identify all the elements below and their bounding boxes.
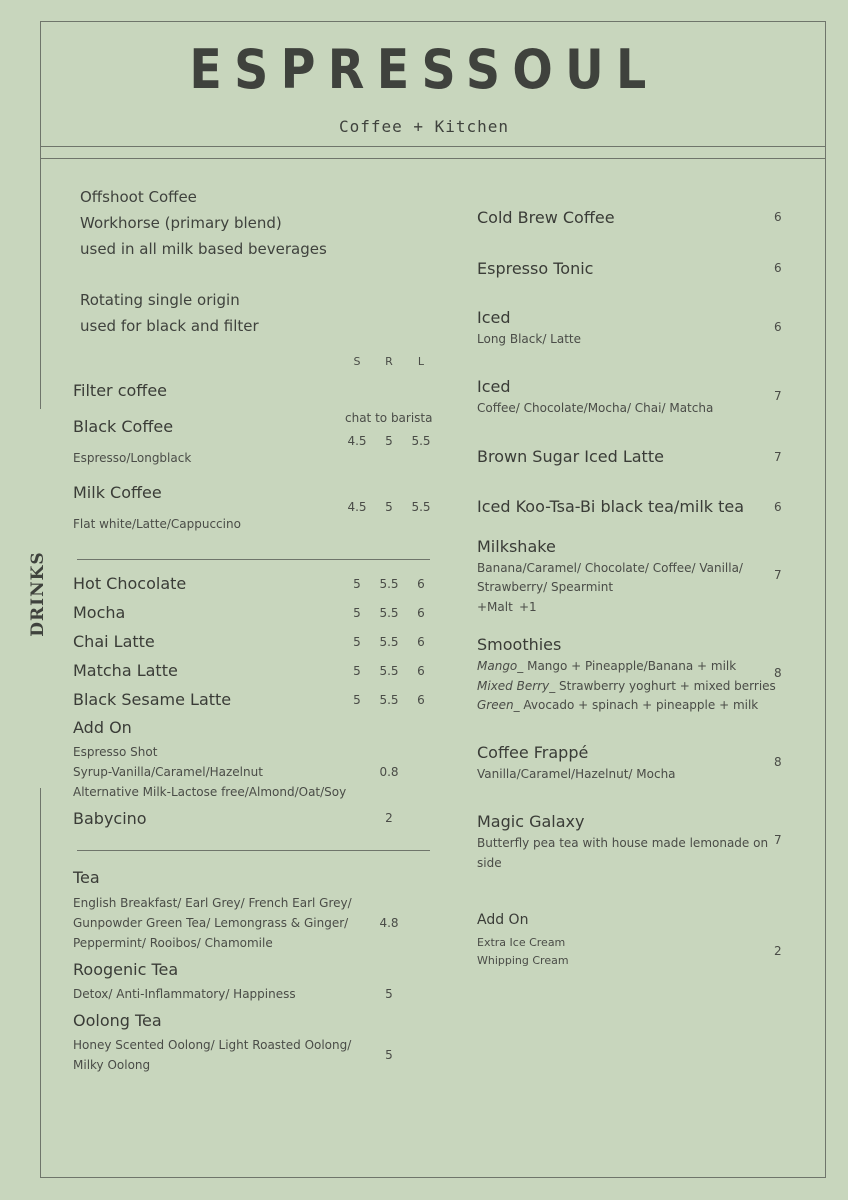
tea-description-line: Gunpowder Green Tea/ Lemongrass & Ginger/: [73, 916, 349, 930]
roogenic-tea-price: 5: [385, 987, 393, 1001]
iced-description: Long Black/ Latte: [477, 332, 582, 346]
add-on-heading: Add On: [73, 718, 132, 737]
right-add-on-line: Whipping Cream: [477, 954, 569, 967]
smoothie-option-mango: [477, 659, 736, 673]
price-regular: 5.5: [379, 693, 399, 707]
smoothie-option-mixed-berry: [477, 679, 776, 693]
menu-item-mocha: Mocha: [73, 603, 126, 622]
section-divider: [77, 559, 430, 560]
price-large: 6: [417, 693, 425, 707]
price-small: 4.5: [347, 434, 367, 448]
intro-line-1: Offshoot Coffee: [80, 188, 197, 206]
price-regular: 5: [385, 500, 393, 514]
intro-line-5: used for black and filter: [80, 317, 259, 335]
coffee-frappe-price: 8: [774, 755, 782, 769]
size-header-large: L: [417, 355, 425, 368]
menu-item-black-sesame-latte: Black Sesame Latte: [73, 690, 232, 709]
cold-brew-price: 6: [774, 210, 782, 224]
price-large: 5.5: [411, 500, 431, 514]
oolong-tea-price: 5: [385, 1048, 393, 1062]
frame-top-line: [40, 21, 826, 22]
smoothie-option-text: Strawberry yoghurt + mixed berries: [555, 679, 776, 693]
price-large: 6: [417, 606, 425, 620]
frame-left-line-top: [40, 21, 41, 409]
brown-sugar-iced-latte-price: 7: [774, 450, 782, 464]
magic-galaxy-description-line: Butterfly pea tea with house made lemonade on: [477, 836, 769, 850]
price-small: 5: [353, 606, 361, 620]
menu-item-iced: Iced: [477, 377, 511, 396]
smoothie-option-text: Avocado + spinach + pineapple + milk: [519, 698, 759, 712]
tea-price: 4.8: [379, 916, 399, 930]
price-regular: 5: [385, 434, 393, 448]
price-large: 5.5: [411, 434, 431, 448]
iced-koo-tsa-bi-price: 6: [774, 500, 782, 514]
brand-title: ESPRESSOUL: [189, 38, 659, 101]
add-on-line: Espresso Shot: [73, 745, 158, 759]
add-on-line: Alternative Milk-Lactose free/Almond/Oat/Soy: [73, 785, 347, 799]
menu-item-babycino: Babycino: [73, 809, 147, 828]
frame-left-line-bottom: [40, 788, 41, 1178]
babycino-price: 2: [385, 811, 393, 825]
price-large: 6: [417, 664, 425, 678]
menu-item-black-coffee: Black Coffee: [73, 417, 174, 436]
milkshake-description-line: Banana/Caramel/ Chocolate/ Coffee/ Vanilla/: [477, 561, 743, 575]
menu-item-filter-coffee: Filter coffee: [73, 381, 168, 400]
espresso-tonic-price: 6: [774, 261, 782, 275]
magic-galaxy-price: 7: [774, 833, 782, 847]
tea-description-line: Peppermint/ Rooibos/ Chamomile: [73, 936, 273, 950]
header-divider-2: [40, 158, 826, 159]
frame-bottom-line: [40, 1177, 826, 1178]
milkshake-malt-price: +1: [519, 600, 537, 614]
iced-price: 7: [774, 389, 782, 403]
price-regular: 5.5: [379, 606, 399, 620]
menu-item-smoothies: Smoothies: [477, 635, 562, 654]
right-add-on-heading: Add On: [477, 912, 529, 928]
price-small: 5: [353, 664, 361, 678]
size-header-small: S: [353, 355, 361, 368]
milkshake-price: 7: [774, 568, 782, 582]
brand-tagline: Coffee + Kitchen: [338, 117, 510, 136]
add-on-line: Syrup-Vanilla/Caramel/Hazelnut: [73, 765, 263, 779]
menu-item-coffee-frappe: Coffee Frappé: [477, 743, 589, 762]
filter-coffee-note: chat to barista: [345, 411, 433, 425]
menu-item-iced: Iced: [477, 308, 511, 327]
menu-item-chai-latte: Chai Latte: [73, 632, 155, 651]
coffee-frappe-description: Vanilla/Caramel/Hazelnut/ Mocha: [477, 767, 676, 781]
smoothie-option-label: Mango_: [477, 659, 524, 673]
right-add-on-line: Extra Ice Cream: [477, 936, 566, 949]
milkshake-malt-addon: +Malt: [477, 600, 513, 614]
price-small: 4.5: [347, 500, 367, 514]
frame-right-line: [825, 21, 826, 1178]
menu-item-matcha-latte: Matcha Latte: [73, 661, 178, 680]
add-on-price: 0.8: [379, 765, 399, 779]
right-add-on-price: 2: [774, 944, 782, 958]
header-divider-1: [40, 146, 826, 147]
menu-item-magic-galaxy: Magic Galaxy: [477, 812, 585, 831]
price-regular: 5.5: [379, 664, 399, 678]
milkshake-description-line: Strawberry/ Spearmint: [477, 580, 614, 594]
smoothie-option-label: Green_: [477, 698, 520, 712]
menu-item-brown-sugar-iced-latte: Brown Sugar Iced Latte: [477, 447, 664, 466]
menu-item-espresso-tonic: Espresso Tonic: [477, 259, 594, 278]
intro-line-3: used in all milk based beverages: [80, 240, 327, 258]
price-large: 6: [417, 635, 425, 649]
price-regular: 5.5: [379, 635, 399, 649]
intro-line-2: Workhorse (primary blend): [80, 214, 282, 232]
black-coffee-description: Espresso/Longblack: [73, 451, 192, 465]
smoothie-option-label: Mixed Berry_: [477, 679, 556, 693]
magic-galaxy-description-line: side: [477, 856, 502, 870]
price-regular: 5.5: [379, 577, 399, 591]
tea-description-line: English Breakfast/ Earl Grey/ French Earl Grey/: [73, 896, 352, 910]
menu-item-roogenic-tea: Roogenic Tea: [73, 960, 179, 979]
menu-item-tea: Tea: [73, 868, 100, 887]
price-small: 5: [353, 635, 361, 649]
price-small: 5: [353, 693, 361, 707]
menu-item-milk-coffee: Milk Coffee: [73, 483, 162, 502]
section-divider: [77, 850, 430, 851]
smoothie-option-green: [477, 698, 758, 712]
milk-coffee-description: Flat white/Latte/Cappuccino: [73, 517, 241, 531]
price-large: 6: [417, 577, 425, 591]
size-header-regular: R: [385, 355, 393, 368]
menu-item-milkshake: Milkshake: [477, 537, 556, 556]
oolong-tea-description-line: Milky Oolong: [73, 1058, 151, 1072]
smoothies-price: 8: [774, 666, 782, 680]
iced-price: 6: [774, 320, 782, 334]
iced-description: Coffee/ Chocolate/Mocha/ Chai/ Matcha: [477, 401, 714, 415]
smoothie-option-text: Mango + Pineapple/Banana + milk: [523, 659, 737, 673]
section-side-label: DRINKS: [28, 551, 48, 637]
oolong-tea-description-line: Honey Scented Oolong/ Light Roasted Oolong/: [73, 1038, 352, 1052]
menu-item-iced-koo-tsa-bi: Iced Koo-Tsa-Bi black tea/milk tea: [477, 497, 745, 516]
price-small: 5: [353, 577, 361, 591]
roogenic-tea-description: Detox/ Anti-Inflammatory/ Happiness: [73, 987, 296, 1001]
menu-item-oolong-tea: Oolong Tea: [73, 1011, 162, 1030]
menu-item-hot-chocolate: Hot Chocolate: [73, 574, 187, 593]
intro-line-4: Rotating single origin: [80, 291, 240, 309]
menu-item-cold-brew-coffee: Cold Brew Coffee: [477, 208, 615, 227]
